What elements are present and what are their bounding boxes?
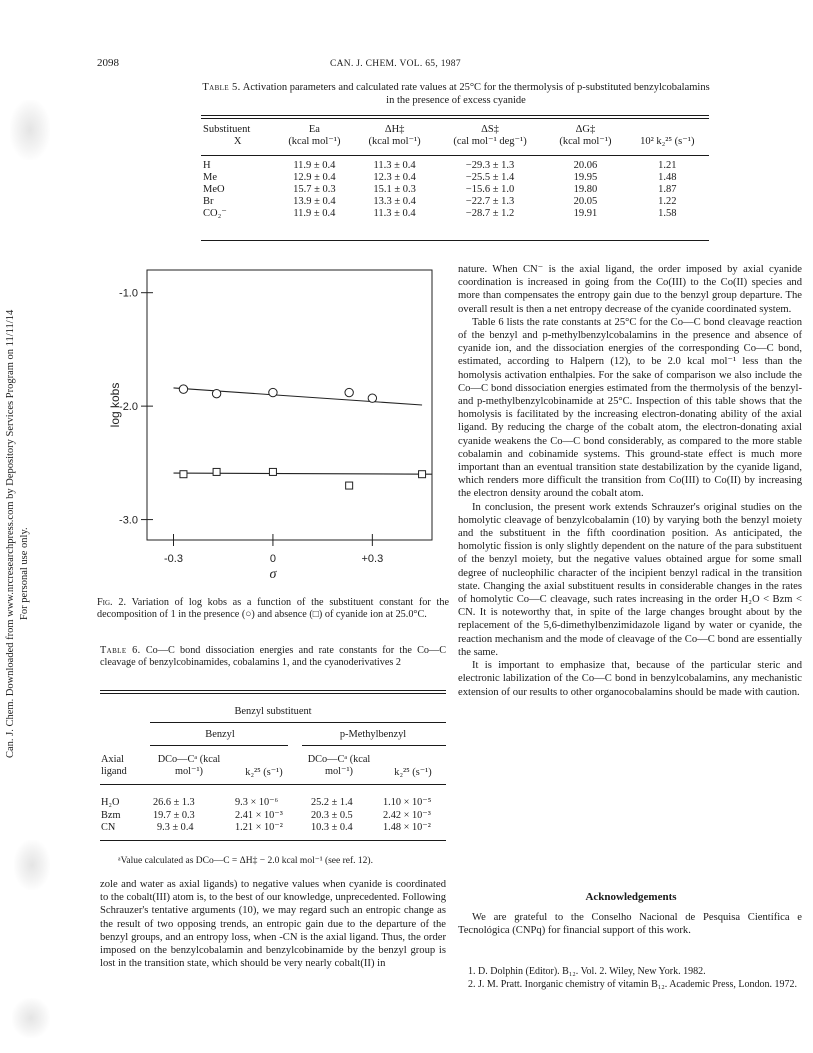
table-cell: −22.7 ± 1.3 <box>465 196 515 207</box>
paragraph: It is important to emphasize that, because of the particular steric and electronic labilization of the Co—C bond in benzylcobalamins, any mechanistic extension of our results to other organocobalamins should be made with caution. <box>458 660 802 698</box>
table-cell: 19.91 <box>573 208 598 219</box>
table-cell: 12.9 ± 0.4 <box>293 172 336 183</box>
table5-header-cell <box>626 124 709 136</box>
table6-top-rule <box>100 690 446 691</box>
page-number: 2098 <box>97 57 119 69</box>
table-cell: 1.10 × 10⁻⁵ <box>383 797 432 808</box>
table-cell: H <box>203 160 211 171</box>
x-tick-label: -0.3 <box>164 553 183 565</box>
data-point-circle <box>368 394 376 402</box>
table5 <box>201 124 709 220</box>
reference-item: 1. D. Dolphin (Editor). B₁₂. Vol. 2. Wiley, New York. 1982. <box>468 966 706 977</box>
table-cell: H₂O <box>101 797 120 808</box>
table5-header-cell: (cal mol⁻¹ deg⁻¹) <box>453 136 527 147</box>
table5-header-row <box>201 136 709 148</box>
table6-col-header: k₂²⁵ (s⁻¹) <box>394 767 432 778</box>
table-cell: 15.7 ± 0.3 <box>293 184 336 195</box>
table-cell: 11.9 ± 0.4 <box>293 208 336 219</box>
table6-col-header: k₂²⁵ (s⁻¹) <box>245 767 283 778</box>
y-tick-label: -3.0 <box>119 514 138 527</box>
table6-caption-text: Co—C bond dissociation energies and rate constants for the Co—C cleavage of benzylcobinamides, cobalamins 1, and the cyanoderivatives 2 <box>100 645 446 669</box>
table5-header-cell: Substituent <box>203 124 251 135</box>
table5-header-cell: ΔG‡ <box>575 124 596 135</box>
paragraph: nature. When CN⁻ is the axial ligand, the order imposed by axial cyanide coordination is increased in going from the Co(III) to the Co(II) species and more than compensates the entropy gain due to the benzyl group departure. The overall result is then a net entropy decrease of the cyanide coordinated system. <box>458 264 802 315</box>
table-cell: 1.48 × 10⁻² <box>383 822 431 833</box>
table5-caption-text: Activation parameters and calculated rate values at 25°C for the thermolysis of p-substituted benzylcobalamins in the presence of excess cyanide <box>242 82 710 106</box>
table-cell: 1.87 <box>658 184 677 195</box>
table-cell: 1.21 <box>658 160 677 171</box>
table-cell: CN <box>101 822 116 833</box>
x-tick-label: +0.3 <box>361 553 384 565</box>
table-cell: −15.6 ± 1.0 <box>465 184 515 195</box>
table5-label: Table 5. <box>202 82 241 93</box>
table-cell: 9.3 × 10⁻⁶ <box>235 797 279 808</box>
watermark-line-2: For personal use only. <box>19 527 30 620</box>
table-cell: Br <box>203 196 214 207</box>
scan-smudge <box>12 998 50 1038</box>
figure2-chart <box>97 260 447 580</box>
fit-line <box>174 473 432 474</box>
table-cell: 20.06 <box>573 160 598 171</box>
table-row <box>101 810 445 823</box>
table6-col-header: DCo—Cᵃ (kcal mol⁻¹) <box>157 754 221 777</box>
scan-smudge <box>14 840 50 890</box>
data-point-circle <box>269 388 277 396</box>
y-tick-label: -1.0 <box>119 287 138 300</box>
acknowledgements-heading: Acknowledgements <box>585 891 677 903</box>
table-cell: 1.48 <box>658 172 677 183</box>
x-axis-label: σ <box>269 567 277 580</box>
table-row <box>201 172 709 184</box>
table-cell: 1.21 × 10⁻² <box>235 822 283 833</box>
fit-line <box>174 388 423 405</box>
table-cell: 15.1 ± 0.3 <box>373 184 416 195</box>
table5-caption <box>200 81 712 107</box>
data-point-circle <box>345 388 353 396</box>
table-cell: 11.3 ± 0.4 <box>373 208 416 219</box>
paragraph: zole and water as axial ligands) to negative values when cyanide is coordinated to the cobalt(III) atom is, to the best of our knowledge, unprecedented. Following Schrauzer's tentative arguments (10), we may regard such an entropic change as the result of two opposing trends, an entropic gain due to the departure of the benzyl groups, and an entropy loss, when -CN is the axial ligand. Thus, the order imposed on the benzylcobalamin and benzylcobinamide by the benzyl group is lost in the transition state, which should be very nearly cobalt(II) in <box>100 879 446 970</box>
acknowledgements-text <box>458 911 802 937</box>
table-cell: 19.95 <box>573 172 598 183</box>
table6-footnote: ᵃValue calculated as DCo—C = ΔH‡ − 2.0 kcal mol⁻¹ (see ref. 12). <box>118 856 373 866</box>
table-row <box>201 160 709 172</box>
table6-header-rule <box>100 784 446 785</box>
y-axis-label: log kobs <box>108 382 122 428</box>
data-point-square <box>419 471 426 478</box>
table6-group-header: Benzyl substituent <box>234 706 312 717</box>
running-head: CAN. J. CHEM. VOL. 65, 1987 <box>330 59 461 69</box>
table6-body <box>101 797 445 835</box>
data-point-circle <box>212 389 220 397</box>
table-cell: 11.9 ± 0.4 <box>293 160 336 171</box>
table-cell: CO₂⁻ <box>203 208 227 219</box>
table-row <box>201 196 709 208</box>
watermark-line-1: Can. J. Chem. Downloaded from www.nrcresearchpress.com by Depository Services Program on 11/11/14 <box>5 309 16 758</box>
table-cell: 9.3 ± 0.4 <box>157 822 194 833</box>
table5-header-cell: 10² k₂²⁵ (s⁻¹) <box>640 136 695 147</box>
table-cell: −25.5 ± 1.4 <box>465 172 515 183</box>
table6-subheader-methylbenzyl: p-Methylbenzyl <box>339 729 407 740</box>
paragraph: We are grateful to the Conselho Nacional de Pesquisa Científica e Tecnológica (CNPq) for financial support of this work. <box>458 912 802 937</box>
table5-header-cell: (kcal mol⁻¹) <box>288 136 341 147</box>
table-cell: 25.2 ± 1.4 <box>311 797 353 808</box>
table-cell: 12.3 ± 0.4 <box>373 172 416 183</box>
data-point-square <box>269 468 276 475</box>
table-cell: 13.3 ± 0.4 <box>373 196 416 207</box>
table6-subrule-1 <box>150 745 288 746</box>
table-cell: 19.80 <box>573 184 598 195</box>
left-column-text <box>100 878 446 970</box>
table6-top-rule-2 <box>100 693 446 694</box>
figure2-caption <box>97 597 449 622</box>
table5-header-cell: (kcal mol⁻¹) <box>368 136 421 147</box>
table6-col-header: Axial ligand <box>101 754 127 777</box>
table-cell: 20.05 <box>573 196 598 207</box>
table-cell: 19.7 ± 0.3 <box>153 809 195 821</box>
table-cell: −28.7 ± 1.2 <box>465 208 515 219</box>
download-watermark <box>2 240 32 760</box>
table6-label: Table 6. <box>100 645 141 656</box>
table-cell: 2.41 × 10⁻³ <box>235 809 283 821</box>
table-cell: 10.3 ± 0.4 <box>311 822 353 833</box>
table-row <box>201 208 709 220</box>
table-cell: Me <box>203 172 217 183</box>
table6-group-rule <box>150 722 446 723</box>
table-cell: −29.3 ± 1.3 <box>465 160 515 171</box>
data-point-square <box>213 468 220 475</box>
references <box>468 966 802 991</box>
paragraph: Table 6 lists the rate constants at 25°C for the Co—C bond cleavage reaction of the benzyl and p-methylbenzylcobalamins in the presence and absence of cyanide ion, and the dissociation energies of the corresponding Co—C bond, estimated, according to Halpern (12), to be 2.0 kcal mol⁻¹ less than the homolysis activation enthalpies. For the sake of comparison we also include the Co—C bond dissociation energies estimated from the thermolysis of the benzyl- and p-methylbenzylcobinamide at 25°C. Inspection of this table shows that the homolysis is facilitated by the increasing electron-donating ability of the axial ligand. By reducing the charge of the cobalt atom, the electron-donating axial cyanide weakens the Co—C bond considerably, as compared to the more stable cobalamin and cobinamide systems. This ground-state effect is much more important than an eventual transition state destabilization by the cyanide ligand, which renders more difficult the transition from Co(III) to Co(II) by increasing the electron density around the cobalt atom. <box>458 316 802 500</box>
figure2-label: Fig. 2. <box>97 597 126 608</box>
table5-header-cell: (kcal mol⁻¹) <box>559 136 612 147</box>
table6-subheader-benzyl: Benzyl <box>205 729 235 740</box>
table5-top-rule-2 <box>201 118 709 119</box>
plot-frame <box>147 270 432 540</box>
table6-subrule-2 <box>302 745 446 746</box>
table-row <box>101 797 445 810</box>
paragraph: In conclusion, the present work extends Schrauzer's original studies on the homolytic cleavage of benzylcobalamin (10) by varying both the benzyl moiety and the substituent in the fifth coordination position. As anticipated, the homolytic fission is only slightly dependent on the nature of the para substituent of the benzyl moiety, but the negative values obtained argue for some small degree of nucleophilic character of the incipient benzyl radical in the transition state. Changing the axial substituent results in considerable changes in the rates of homolytic Co—C cleavage, such rates increasing in the order H₂O < Bzm < CN. It is noteworthy that, in spite of the large changes brought about by the replacement of the 5,6-dimethylbenzimidazole ligand by water or cyanide, the reaction mechanism and the mode of cleavage of the Co—C bond are essentially the same. <box>458 501 802 658</box>
right-column-text <box>458 263 802 699</box>
scan-smudge <box>10 100 50 160</box>
table-cell: 1.58 <box>658 208 677 219</box>
table6-col-header: DCo—Cᵃ (kcal mol⁻¹) <box>307 754 371 777</box>
reference-item: 2. J. M. Pratt. Inorganic chemistry of vitamin B₁₂. Academic Press, London. 1972. <box>468 978 797 990</box>
table5-top-rule <box>201 115 709 116</box>
data-point-circle <box>179 385 187 393</box>
table6-caption <box>100 645 446 670</box>
table5-header-cell: X <box>233 136 242 147</box>
figure2-caption-text: Variation of log kobs as a function of the substituent constant for the decomposition of 1 in the presence (○) and absence (□) of cyanide ion at 25.0°C. <box>97 597 449 621</box>
table-row <box>101 822 445 835</box>
table-cell: 20.3 ± 0.5 <box>311 809 353 821</box>
table5-header-row <box>201 124 709 136</box>
table-cell: 13.9 ± 0.4 <box>293 196 336 207</box>
table-cell: MeO <box>203 184 225 195</box>
table5-header-cell: ΔH‡ <box>384 124 405 135</box>
table-cell: Bzm <box>101 809 121 821</box>
table-row <box>201 184 709 196</box>
table6-bottom-rule <box>100 840 446 841</box>
data-point-square <box>346 482 353 489</box>
table-cell: 26.6 ± 1.3 <box>153 797 195 808</box>
table5-header-cell: ΔS‡ <box>481 124 499 135</box>
table-cell: 11.3 ± 0.4 <box>373 160 416 171</box>
x-tick-label: 0 <box>269 553 276 565</box>
table-cell: 1.22 <box>658 196 677 207</box>
data-point-square <box>180 471 187 478</box>
table5-header-cell: Ea <box>308 124 320 135</box>
table-cell: 2.42 × 10⁻³ <box>383 809 431 821</box>
y-tick-label: -2.0 <box>119 401 138 414</box>
table5-bottom-rule <box>201 240 709 241</box>
